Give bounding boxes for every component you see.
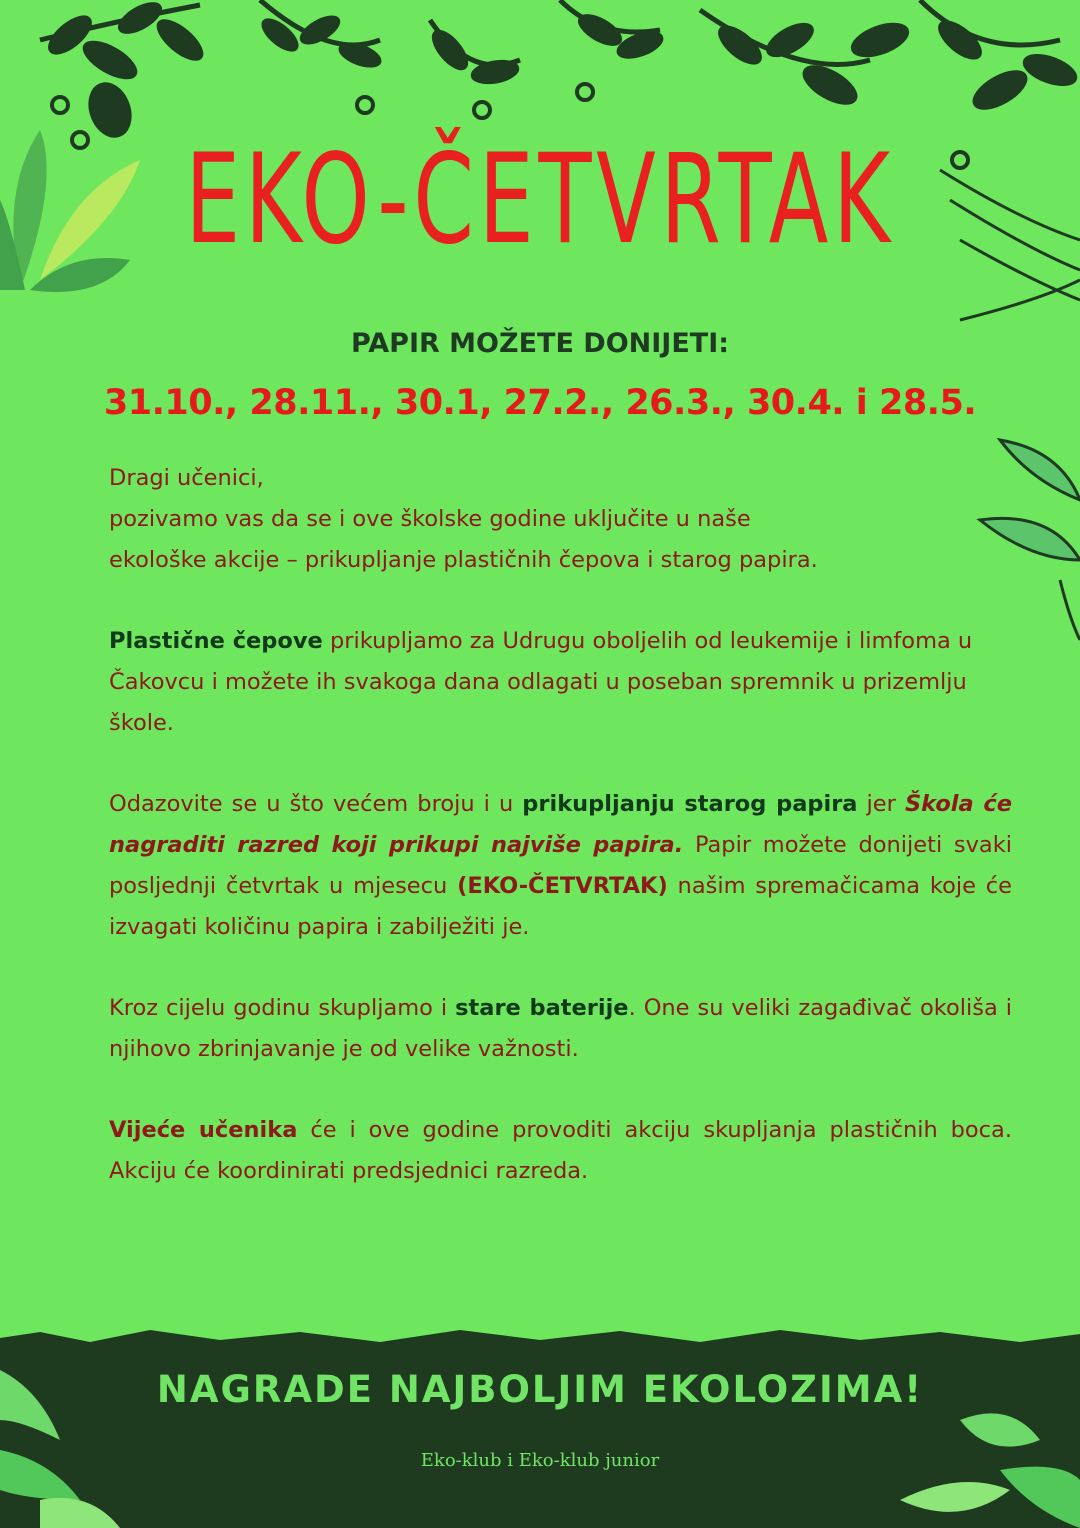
caps-bold: Plastične čepove — [109, 628, 323, 654]
footer-title: NAGRADE NAJBOLJIM EKOLOZIMA! — [156, 1368, 924, 1411]
intro-line-1: pozivamo vas da se i ove školske godine uključite u naše — [109, 506, 751, 532]
paper-text-1: Odazovite se u što većem broju i u — [109, 791, 523, 817]
paper-bold-2: (EKO-ČETVRTAK) — [457, 873, 668, 899]
intro-paragraph — [109, 458, 1012, 581]
caps-text: prikupljamo za Udrugu oboljelih od leukemije i limfoma u Čakovcu i možete ih svakoga dana odlagati u poseban spremnik u prizemlju škole. — [109, 628, 973, 736]
battery-text-1: Kroz cijelu godinu skupljamo i — [109, 995, 456, 1021]
council-text: će i ove godine provoditi akciju skupljanja plastičnih boca. Akciju će koordinirati predsjednici razreda. — [109, 1117, 1012, 1184]
paper-text-4: našim spremačicama koje će izvagati količinu papira i zabilježiti je. — [109, 873, 1012, 940]
battery-paragraph — [109, 988, 1012, 1070]
intro-line-2: ekološke akcije – prikupljanje plastičnih čepova i starog papira. — [109, 547, 818, 573]
paper-text-3: Papir možete donijeti svaki posljednji četvrtak u mjesecu — [109, 832, 1013, 899]
battery-text-2: . One su veliki zagađivač okoliša i njihovo zbrinjavanje je od velike važnosti. — [109, 995, 1012, 1062]
top-branch-mid — [257, 0, 667, 118]
poster-title: EKO-ČETVRTAK — [185, 128, 895, 272]
body-text — [109, 458, 1012, 1232]
paper-bold: prikupljanju starog papira — [522, 791, 858, 817]
paper-paragraph — [109, 784, 1012, 948]
paper-italic: Škola će nagraditi razred koji prikupi najviše papira. — [109, 791, 1013, 858]
caps-paragraph — [109, 621, 1012, 744]
council-bold: Vijeće učenika — [109, 1117, 298, 1143]
collection-dates: 31.10., 28.11., 30.1, 27.2., 26.3., 30.4. i 28.5. — [103, 383, 977, 423]
council-paragraph — [109, 1110, 1012, 1192]
paper-text-2: jer — [857, 791, 905, 817]
footer-subtitle: Eko-klub i Eko-klub junior — [420, 1450, 660, 1471]
battery-bold: stare baterije — [455, 995, 629, 1021]
greeting: Dragi učenici, — [109, 465, 264, 491]
subtitle: PAPIR MOŽETE DONIJETI: — [350, 328, 730, 359]
